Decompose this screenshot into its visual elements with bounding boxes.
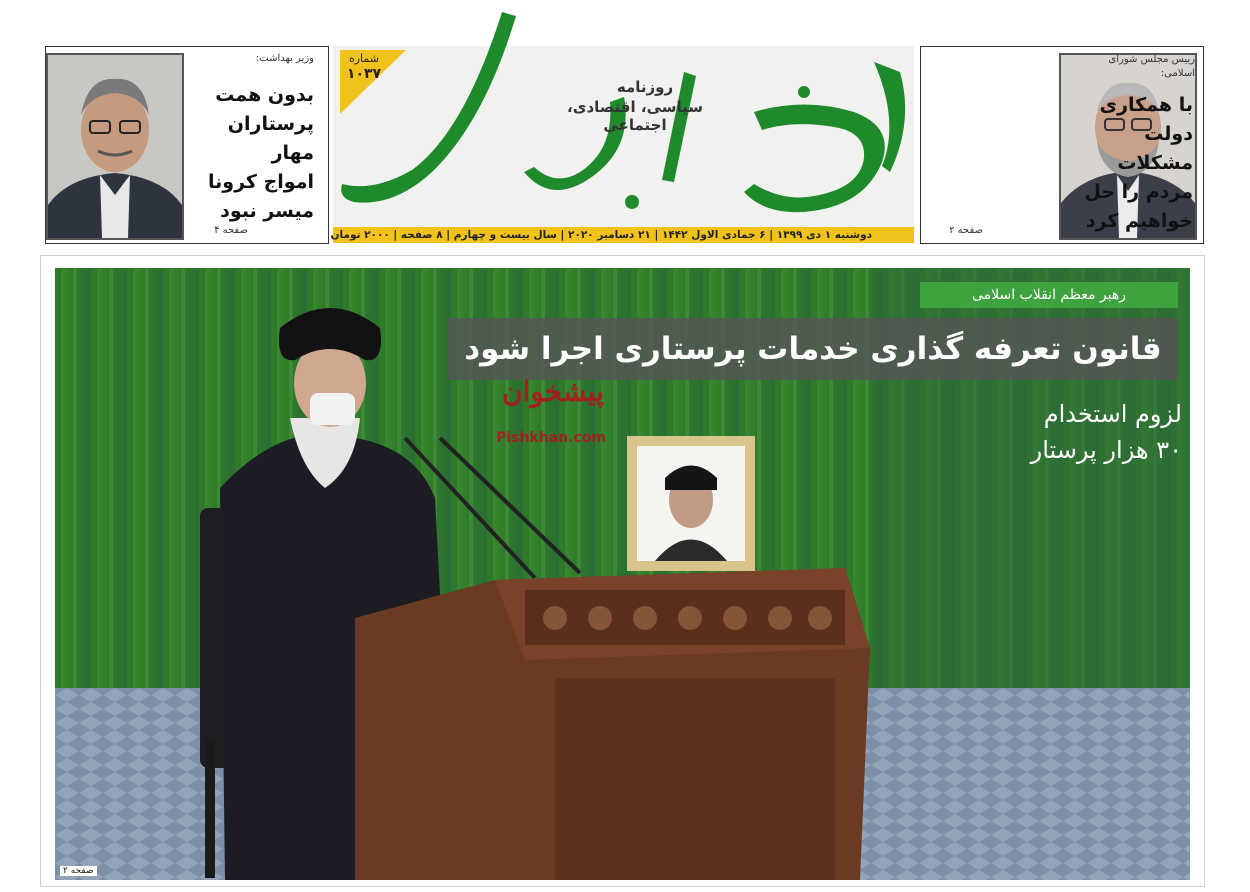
left-news-box xyxy=(45,46,329,244)
headline-line: بدون همت xyxy=(215,84,314,106)
main-subhead xyxy=(960,396,1182,468)
right-box-page-ref: صفحه ۲ xyxy=(949,225,983,236)
dateline-bar: دوشنبه ۱ دی ۱۳۹۹ | ۶ جمادی الاول ۱۴۴۲ | ۲۱ دسامبر ۲۰۲۰ | سال بیست و چهارم | ۸ صفحه | ۲۰۰۰ تومان xyxy=(333,227,914,243)
right-box-caption: رییس مجلس شورای اسلامی: xyxy=(1108,54,1195,79)
left-box-caption: وزیر بهداشت: xyxy=(255,53,314,64)
main-headline: قانون تعرفه گذاری خدمات پرستاری اجرا شود xyxy=(448,318,1178,380)
masthead-tagline-type: روزنامه xyxy=(616,78,674,96)
story-kicker: رهبر معظم انقلاب اسلامی xyxy=(920,282,1178,308)
watermark-brand: پیشخوان xyxy=(501,375,605,408)
right-box-headline xyxy=(1063,91,1193,236)
subhead-line: ۳۰ هزار پرستار xyxy=(1030,436,1182,464)
headline-line: دولت مشکلات xyxy=(1117,123,1193,174)
watermark-url: Pishkhan.com xyxy=(496,430,606,446)
left-box-page-ref: صفحه ۴ xyxy=(214,225,248,236)
main-story-page-ref: صفحه ۲ xyxy=(60,866,97,876)
portrait-image xyxy=(48,55,182,238)
headline-line: پرستاران مهار xyxy=(227,113,314,164)
subhead-line: لزوم استخدام xyxy=(1043,400,1182,428)
headline-line: امواج کرونا xyxy=(208,171,314,193)
health-minister-photo xyxy=(46,53,184,240)
issue-label: شماره xyxy=(348,52,379,65)
headline-line: با همکاری xyxy=(1099,94,1193,116)
headline-line: مردم را حل xyxy=(1084,181,1193,203)
right-news-box xyxy=(920,46,1204,244)
masthead-tagline-topics: سیاسی، اقتصادی، اجتماعی xyxy=(567,98,703,134)
left-box-headline xyxy=(184,81,314,226)
headline-line: خواهیم کرد xyxy=(1085,210,1193,232)
headline-line: میسر نبود xyxy=(220,200,314,222)
issue-number: ۱۰۳۷ xyxy=(346,66,382,82)
